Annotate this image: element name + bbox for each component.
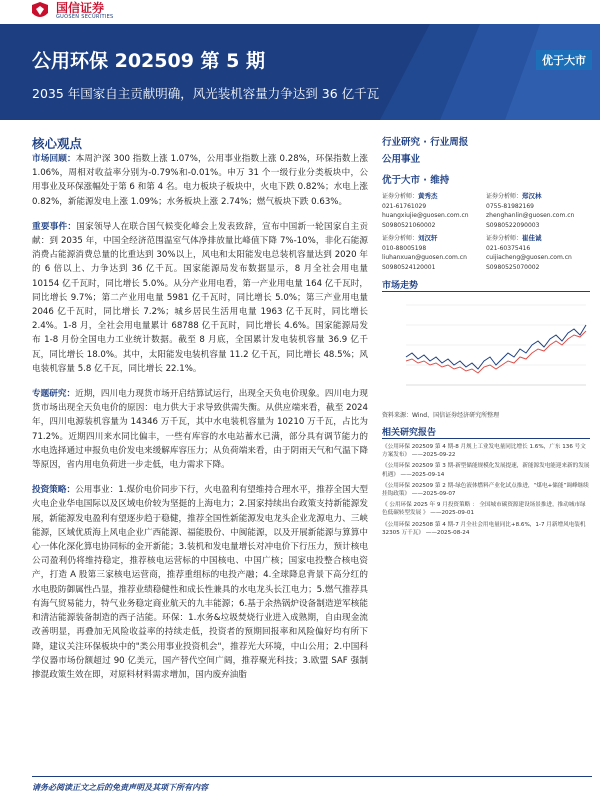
sidebar-info xyxy=(382,134,582,186)
paragraph-key-events xyxy=(32,220,368,376)
related-reports-list xyxy=(382,443,590,540)
paragraph-text: 近期，四川电力现货市场开启结算试运行，出现全天负电价现象。四川电力现货市场出现全天负电价的原因：电力供大于求导致供需失衡。从供应端来看，截至 2024 年，四川电源装机容量为 14346 万千瓦，其中水电装机容量为 10210 万千瓦，占比为 71.2%。近期四川来水同比偏丰，一些有库容的水电站蓄水已满，部分具有调节能力的水电选择通过申报负电价发电来缓解库容压力；从负荷端来看，由于阴雨天气和气温下降等原因，省内用电负荷进一步走低，电力需求下降。 xyxy=(32,389,368,471)
sector-label: 公用事业 xyxy=(382,154,421,165)
chart-source: 资料来源：Wind、国信证券经济研究所整理 xyxy=(382,412,500,419)
main-body xyxy=(32,152,368,693)
paragraph-text: 国家领导人在联合国气候变化峰会上发表致辞，宣布中国新一轮国家自主贡献：到 2035 年，中国全经济范围温室气体净排放量比峰值下降 7%-10%，非化石能源消费占能源消费总量的比重达到 30%以上，风电和太阳能发电总装机容量达到 2020 年的 6 倍以上、力争达到 36 亿千瓦。国家能源局发布数据显示，8 月全社会用电量 10154 亿千瓦时，同比增长 5.0%。从分产业用电看，第一产业用电量 164 亿千瓦时，同比增长 9.7%；第二产业用电量 5981 亿千瓦时，同比增长 5.0%；第三产业用电量 2046 亿千瓦时，同比增长 7.2%；城乡居民生活用电量 1963 亿千瓦时，同比增长 2.4%。1-8 月，全社会用电量累计 68788 亿千瓦时，同比增长 4.6%。国家能源局发布 1-8 月份全国电力工业统计数据。截至 8 月底，全国累计发电装机容量 36.9 亿千瓦，同比增长 18.0%。其中，太阳能发电装机容量 11.2 亿千瓦，同比增长 48.5%；风电装机容量 5.8 亿千瓦，同比增长 22.1%。 xyxy=(32,221,368,374)
paragraph-special-research xyxy=(32,387,368,472)
paragraph-label: 专题研究： xyxy=(32,389,76,400)
company-logo xyxy=(30,0,114,22)
paragraph-label: 投资策略： xyxy=(32,485,76,496)
sector-index-line xyxy=(406,325,586,369)
market-trend-chart xyxy=(382,295,590,407)
chart-grid xyxy=(406,305,586,385)
analyst-cert: S0980524120001 xyxy=(382,263,436,271)
divider xyxy=(382,291,590,292)
related-report-link[interactable]: 《公用环保 202509 第 3 期-新型储能规模化发展提速，新能源发电能迎来新的发展机遇》 ——2025-09-14 xyxy=(382,463,590,478)
logo-cn-text: 国信证券 xyxy=(56,1,105,15)
analyst-role: 证券分析师： xyxy=(382,235,419,242)
analyst-email[interactable]: huangxiujie@guosen.com.cn xyxy=(382,212,469,219)
analyst-card xyxy=(382,192,482,230)
analyst-card xyxy=(486,234,586,272)
analyst-role: 证券分析师： xyxy=(382,193,419,200)
header-top xyxy=(0,0,600,24)
paragraph-investment-strategy xyxy=(32,483,368,682)
analyst-email[interactable]: liuhanxuan@guosen.com.cn xyxy=(382,254,467,261)
analyst-cert: S0980525070002 xyxy=(486,263,540,271)
rating-label: 优于大市 · 维持 xyxy=(382,175,450,186)
related-report-link[interactable]: 《公用环保 202509 第 2 期-绿色液体燃料产业化试点推进，“煤电+储能”调峰继续挂钩政策》 ——2025-09-07 xyxy=(382,482,589,498)
analyst-card xyxy=(486,192,586,230)
analyst-cert: S0980522090003 xyxy=(486,221,540,229)
analyst-name: 黄秀杰 xyxy=(418,192,438,200)
analyst-card xyxy=(382,234,482,272)
market-trend-title: 市场走势 xyxy=(382,281,419,291)
analyst-role: 证券分析师： xyxy=(486,235,523,242)
report-subtitle: 2035 年国家自主贡献明确，风光装机容量力争达到 36 亿千瓦 xyxy=(32,86,380,101)
report-title: 公用环保 202509 第 5 期 xyxy=(32,50,266,72)
related-reports-title: 相关研究报告 xyxy=(382,428,437,438)
paragraph-label: 重要事件： xyxy=(32,221,77,232)
analyst-role: 证券分析师： xyxy=(486,193,523,200)
divider xyxy=(382,438,590,439)
analyst-name: 刘汉轩 xyxy=(418,234,438,242)
analyst-phone: 0755-81982169 xyxy=(486,202,534,210)
section-title-core-views: 核心观点 xyxy=(32,136,83,151)
related-report-link[interactable]: 《公用环保 202509 第 4 期-8 月规上工业发电量同比增长 1.6%，广东 136 号文方案发布》 ——2025-09-22 xyxy=(382,444,586,459)
analyst-name: 崔佳诚 xyxy=(522,234,542,242)
paragraph-market-review xyxy=(32,152,368,209)
related-report-link[interactable]: 《公用环保 202508 第 4 期-7 月全社会用电量同比+8.6%，1-7 月新增风电装机 32305 万千瓦》 ——2025-08-24 xyxy=(382,521,586,536)
guosen-logo-icon xyxy=(30,1,50,21)
analyst-name: 郑汉林 xyxy=(522,192,542,200)
logo-en-text: GUOSEN SECURITIES xyxy=(56,14,114,20)
footer-divider xyxy=(32,776,592,777)
analyst-email[interactable]: zhenghanlin@guosen.com.cn xyxy=(486,212,575,219)
analyst-phone: 021-61761029 xyxy=(382,202,427,210)
paragraph-text: 公用事业：1.煤价电价同步下行，火电盈利有望维持合理水平，推荐全国大型火电企业华电国际以及区域电价较为坚挺的上海电力；2.国家持续出台政策支持新能源发展，新能源发电盈利有望逐步趋于稳健，推荐全国性新能源发电龙头企业龙源电力、三峡能源，区域优质海上风电企业广西能源、福能股份、中闽能源，以及开展新能源与算算中心一体化深化算电协同标的金开新能；3.装机和发电量增长对冲电价下行压力，预计核电公司盈利仍将维持稳定，推荐核电运营标的中国核电、中国广核；国家电投整合核电资产，打造 A 股第三家核电运营商，推荐重组标的电投产融；4.全球降息背景下高分红的水电股防御属性凸显，推荐业绩稳健性和成长性兼具的水电龙头长江电力；5.燃气推荐具有海气贸易能力，特气业务稳定商业航天的九丰能源；6.基于余热锅炉设备制造逆军核能和清洁能源装备制造的西子洁能。环保：1.水务&垃圾焚烧行业进入成熟期，自由现金流改善明显，再叠加无风险收益率的持续走低，投资者的预期回报率和风险偏好均有所下降，建议关注环保板块中的"类公用事业投资机会"，推荐光大环境，中山公用；2.中国科学仪器市场份额超过 90 亿美元，国产替代空间广阔，推荐聚光科技；3.欧盟 SAF 强制掺混政策生效在即，对原料材料需求增加，国内废弃油脂 xyxy=(32,485,368,680)
disclaimer-footer: 请务必阅读正文之后的免责声明及其项下所有内容 xyxy=(32,783,208,792)
related-report-link[interactable]: 《 公用环保 2025 年 9 月投资策略 ： 全国城市碳资源建设场景推进，推动城市绿色低碳转型发展 》 ——2025-09-01 xyxy=(382,502,586,517)
rating-tag: 优于大市 xyxy=(536,50,592,70)
paragraph-label: 市场回顾： xyxy=(32,154,76,164)
analyst-email[interactable]: cuijiacheng@guosen.com.cn xyxy=(486,254,572,261)
industry-label: 行业研究 · 行业周报 xyxy=(382,137,469,148)
analyst-phone: 021-60375416 xyxy=(486,244,531,252)
analyst-phone: 010-88005198 xyxy=(382,244,427,252)
analyst-cert: S0980521060002 xyxy=(382,221,436,229)
paragraph-text: 本周沪深 300 指数上涨 1.07%，公用事业指数上涨 0.28%，环保指数上涨 1.06%，周相对收益率分别为-0.79%和-0.01%。申万 31 个一级行业分类板块中，公用事业及环保涨幅处于第 6 和第 4 名。电力板块子板块中，火电下跌 0.82%；水电上涨 0.82%，新能源发电上涨 1.09%；水务板块上涨 2.74%；燃气板块下跌 0.63%。 xyxy=(32,154,368,207)
